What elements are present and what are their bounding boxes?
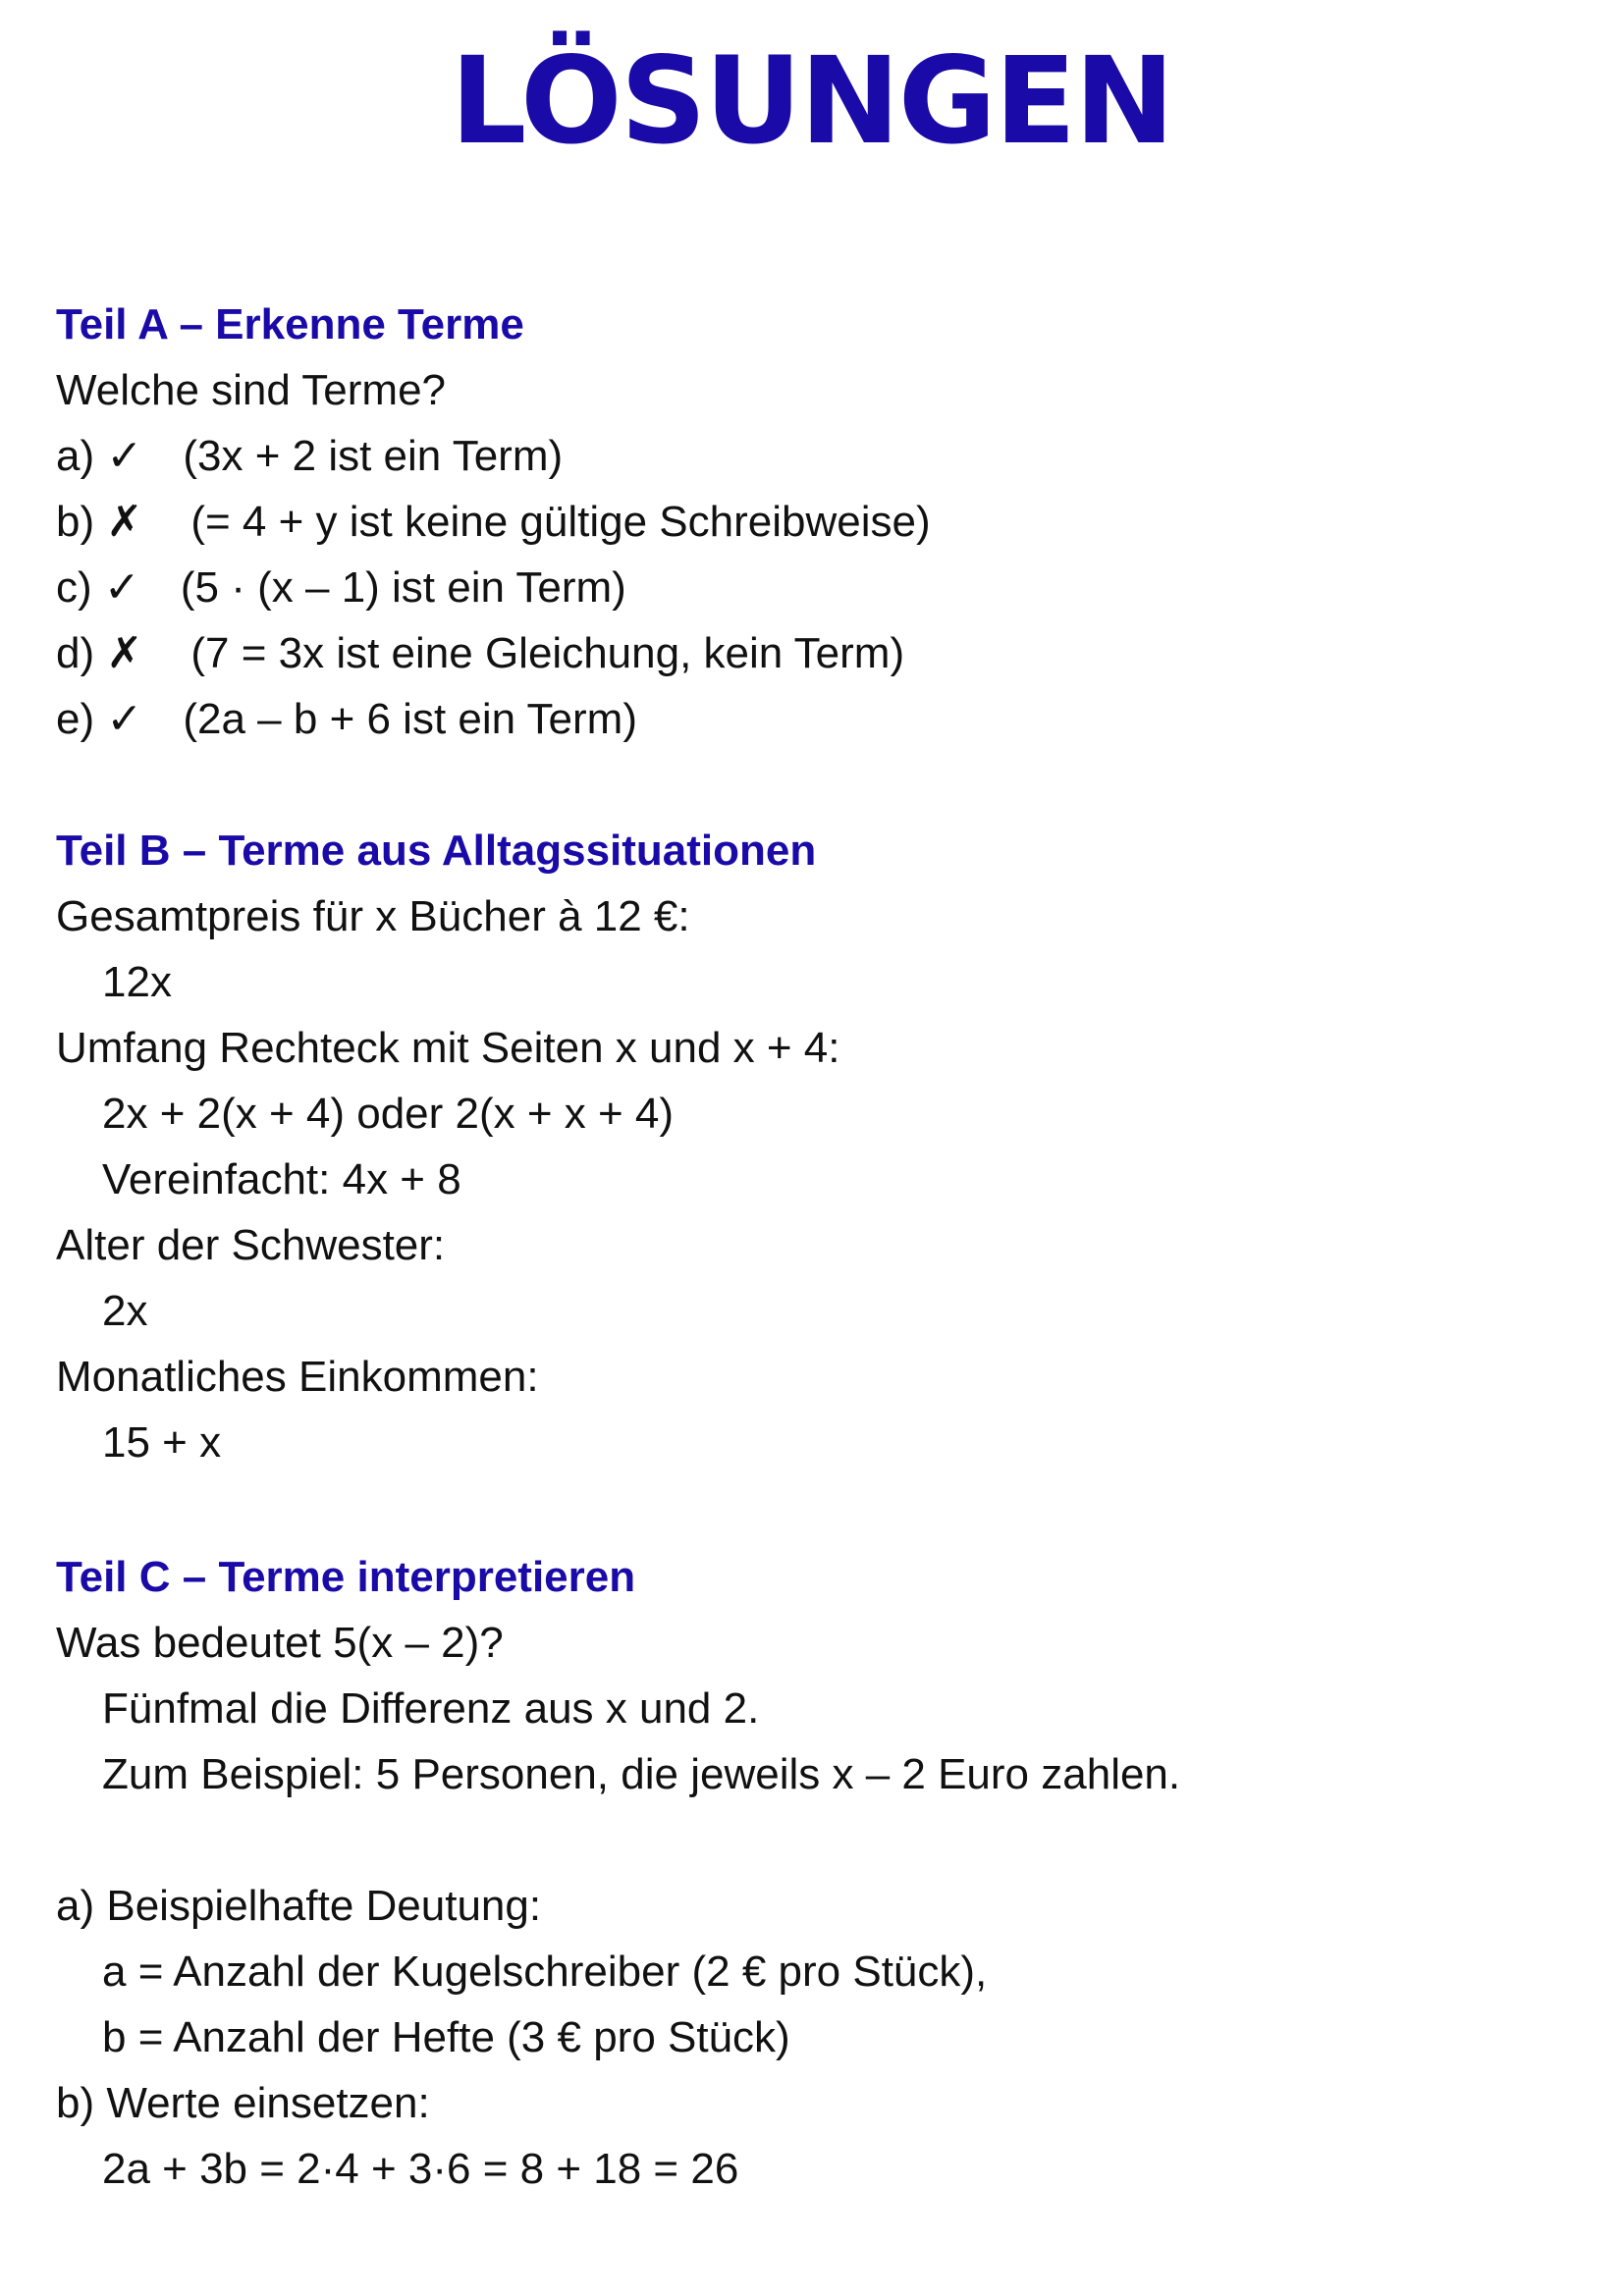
teil-a-item-c bbox=[56, 555, 626, 620]
section-heading-teil-c: Teil C – Terme interpretieren bbox=[56, 1553, 636, 1601]
check-icon: ✓ bbox=[106, 432, 143, 480]
teil-c-answer: b = Anzahl der Hefte (3 € pro Stück) bbox=[102, 2013, 790, 2061]
teil-a-item-e bbox=[56, 686, 637, 752]
item-text: (7 = 3x ist eine Gleichung, kein Term) bbox=[190, 629, 905, 677]
check-icon: ✓ bbox=[106, 695, 143, 743]
teil-c-answer: Fünfmal die Differenz aus x und 2. bbox=[102, 1684, 760, 1733]
teil-c-answer: Zum Beispiel: 5 Personen, die jeweils x – 2 Euro zahlen. bbox=[102, 1750, 1181, 1798]
teil-b-question: Alter der Schwester: bbox=[56, 1221, 446, 1269]
section-heading-teil-a: Teil A – Erkenne Terme bbox=[56, 300, 524, 348]
item-text: (= 4 + y ist keine gültige Schreibweise) bbox=[190, 498, 931, 546]
teil-a-item-b bbox=[56, 489, 931, 555]
teil-a-question: Welche sind Terme? bbox=[56, 366, 447, 414]
item-label: c) bbox=[56, 563, 92, 612]
teil-a-item-d bbox=[56, 620, 904, 686]
item-label: b) bbox=[56, 498, 95, 546]
teil-b-answer: 15 + x bbox=[102, 1418, 222, 1467]
cross-icon: ✗ bbox=[106, 498, 143, 546]
teil-b-answer: 2x bbox=[102, 1287, 148, 1335]
teil-c-question: Was bedeutet 5(x – 2)? bbox=[56, 1619, 504, 1667]
teil-c-subquestion-b: b) Werte einsetzen: bbox=[56, 2079, 430, 2127]
section-heading-teil-b: Teil B – Terme aus Alltagssituationen bbox=[56, 827, 817, 875]
teil-c-answer: a = Anzahl der Kugelschreiber (2 € pro Stück), bbox=[102, 1948, 988, 1996]
teil-b-answer: 12x bbox=[102, 958, 172, 1006]
item-label: d) bbox=[56, 629, 95, 677]
item-label: a) bbox=[56, 432, 95, 480]
item-text: (5 · (x – 1) ist ein Term) bbox=[180, 563, 626, 612]
teil-b-answer: 2x + 2(x + 4) oder 2(x + x + 4) bbox=[102, 1090, 675, 1138]
teil-b-question: Umfang Rechteck mit Seiten x und x + 4: bbox=[56, 1024, 840, 1072]
check-icon: ✓ bbox=[103, 563, 140, 612]
teil-c-subquestion-a: a) Beispielhafte Deutung: bbox=[56, 1882, 542, 1930]
page-title: LÖSUNGEN bbox=[450, 31, 1173, 171]
item-text: (2a – b + 6 ist ein Term) bbox=[183, 695, 637, 743]
teil-b-question: Monatliches Einkommen: bbox=[56, 1353, 539, 1401]
item-label: e) bbox=[56, 695, 95, 743]
teil-c-answer: 2a + 3b = 2·4 + 3·6 = 8 + 18 = 26 bbox=[102, 2145, 739, 2193]
teil-b-answer: Vereinfacht: 4x + 8 bbox=[102, 1155, 461, 1203]
teil-a-item-a bbox=[56, 423, 563, 489]
teil-b-question: Gesamtpreis für x Bücher à 12 €: bbox=[56, 892, 690, 940]
cross-icon: ✗ bbox=[106, 629, 143, 677]
item-text: (3x + 2 ist ein Term) bbox=[183, 432, 564, 480]
